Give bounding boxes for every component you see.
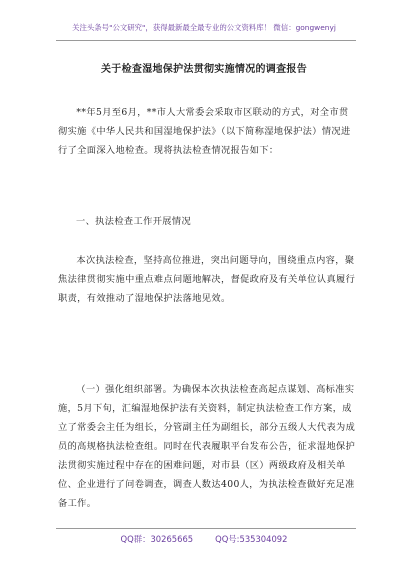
document-title: 关于检查湿地保护法贯彻实施情况的调查报告: [101, 64, 307, 75]
header-divider: [56, 40, 356, 41]
header-banner: 关注头条号"公文研究"，获得最新最全最专业的公文资料库！ 微信：gongwenyj: [72, 23, 336, 32]
qq-group: QQ群：30265665: [120, 534, 194, 544]
footer-contact: [0, 533, 408, 545]
section-paragraph: 本次执法检查，坚持高位推进，突出问题导向，围绕重点内容，聚焦法律贯彻实施中重点难点问题地解决，督促政府及有关单位认真履行职责，有效推动了湿地保护法落地见效。: [58, 255, 356, 304]
subsection-paragraph: （一）强化组织部署。为确保本次执法检查高起点谋划、高标准实施，5月下旬，汇编湿地保护法有关资料，制定执法检查工作方案，成立了常委会主任为组长，分管副主任为副组长，部分五级人大代表为成员的高规格执法检查组。同时在代表履职平台发布公告，征求湿地保护法贯彻实施过程中存在的困难问题，对市县（区）两级政府及相关单位、企业进行了问卷调查，调查人数达400人，为执法检查做好充足准备工作。: [58, 384, 356, 509]
qq-number: QQ号:535304092: [215, 534, 288, 544]
footer-divider: [56, 528, 356, 529]
section-heading: 一、执法检查工作开展情况: [76, 216, 192, 227]
intro-paragraph: **年5月至6月，**市人大常委会采取市区联动的方式，对全市贯彻实施《中华人民共和国湿地保护法》（以下简称湿地保护法）情况进行了全面深入地检查。现将执法检查情况报告如下：: [58, 107, 351, 156]
